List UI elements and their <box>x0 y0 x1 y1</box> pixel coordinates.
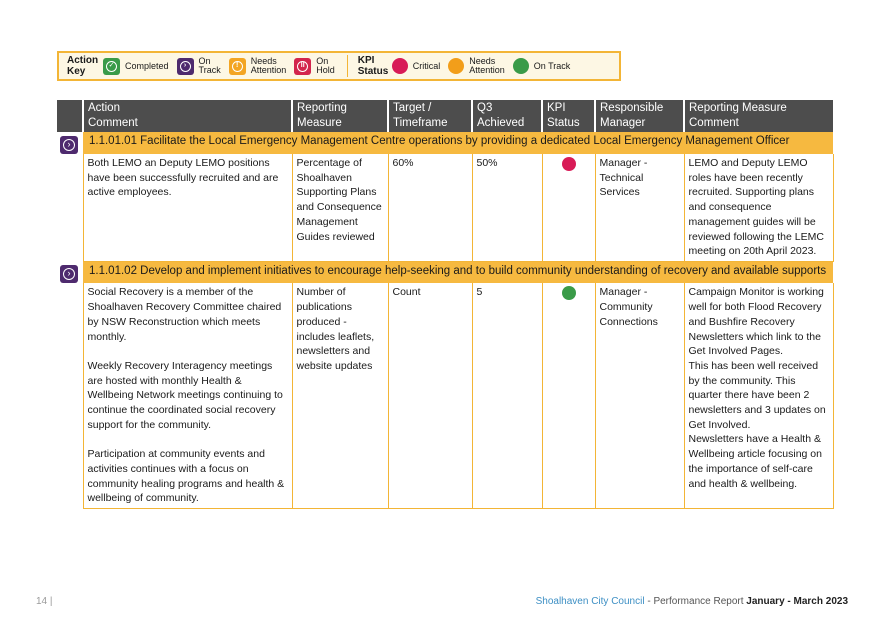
legend-needs-attention-label: Needs Attention <box>250 56 287 75</box>
needs-attention-dot-icon <box>448 58 464 74</box>
legend-completed-label: Completed <box>125 60 169 71</box>
page-number-value: 14 <box>36 596 48 607</box>
performance-table <box>57 100 834 509</box>
action-row <box>57 132 833 154</box>
page-number <box>36 596 53 607</box>
reporting-measure: Percentage of Shoalhaven Supporting Plans and Consequence Management Guides reviewed <box>292 154 388 261</box>
exclamation-icon: ! <box>229 58 246 75</box>
kpi-status-title: KPI Status <box>357 55 389 77</box>
responsible-manager: Manager - Technical Services <box>595 154 684 261</box>
header-gutter <box>57 100 83 132</box>
action-comment: Social Recovery is a member of the Shoalhaven Recovery Committee chaired by NSW Reconstruction which meets monthly. Weekly Recovery Interagency meetings are hosted with monthly Health & Wellbeing Network meetings continuing to continue the coordinated social recovery support for the community. Participation at community events and activities continues with a focus on community healing programs and health & wellbeing of community. <box>83 283 292 508</box>
page-number-separator: | <box>49 596 53 607</box>
action-key-title: Action Key <box>67 55 99 77</box>
legend-critical-label: Critical <box>412 60 441 71</box>
header-kpi-status: KPI Status <box>542 100 595 132</box>
measure-comment: LEMO and Deputy LEMO roles have been recently recruited. Supporting plans and consequence management guides will be reviewed following the LEMC meeting on 20th April 2023. <box>684 154 833 261</box>
header-achieved: Q3 Achieved <box>472 100 542 132</box>
table-row <box>57 283 833 508</box>
action-row <box>57 261 833 283</box>
check-icon: ✓ <box>103 58 120 75</box>
footer-organisation: Shoalhaven City Council <box>535 596 645 607</box>
footer-period: January - March 2023 <box>746 596 848 607</box>
legend-kpi-needs-attention-label: Needs Attention <box>469 56 505 75</box>
critical-dot-icon <box>392 58 408 74</box>
row-gutter <box>57 154 83 261</box>
legend-kpi-on-track-label: On Track <box>533 60 571 71</box>
header-target: Target / Timeframe <box>388 100 472 132</box>
status-legend <box>57 51 621 81</box>
table-header-row <box>57 100 833 132</box>
achieved-value: 50% <box>472 154 542 261</box>
critical-dot-icon <box>562 157 576 171</box>
measure-comment: Campaign Monitor is working well for both Flood Recovery and Bushfire Recovery Newsletters which link to the Get Involved Pages. This has been well received by the community. This quarter there have been 2 newsletters and 3 updates on Get Involved. Newsletters have a Health & Wellbeing article focusing on the importance of self-care and health & wellbeing. <box>684 283 833 508</box>
legend-kpi-needs-attention <box>448 57 505 75</box>
chevron-right-icon: › <box>177 58 194 75</box>
header-manager: Responsible Manager <box>595 100 684 132</box>
on-track-dot-icon <box>562 286 576 300</box>
kpi-status-cell <box>542 283 595 508</box>
target-value: 60% <box>388 154 472 261</box>
action-title: 1.1.01.02 Develop and implement initiatives to encourage help-seeking and to build community understanding of recovery and available supports <box>83 261 833 283</box>
legend-kpi-on-track <box>513 58 571 74</box>
action-title: 1.1.01.01 Facilitate the Local Emergency Management Centre operations by providing a dedicated Local Emergency Management Officer <box>83 132 833 154</box>
reporting-measure: Number of publications produced - includes leaflets, newsletters and website updates <box>292 283 388 508</box>
footer-report-title <box>536 596 848 607</box>
action-comment: Both LEMO an Deputy LEMO positions have been successfully recruited and are active employees. <box>83 154 292 261</box>
header-action-comment: Action Comment <box>83 100 292 132</box>
responsible-manager: Manager - Community Connections <box>595 283 684 508</box>
on-track-dot-icon <box>513 58 529 74</box>
kpi-status-cell <box>542 154 595 261</box>
target-value: Count <box>388 283 472 508</box>
action-status-cell <box>57 132 83 154</box>
header-measure-comment: Reporting Measure Comment <box>684 100 833 132</box>
achieved-value: 5 <box>472 283 542 508</box>
action-status-cell <box>57 261 83 283</box>
row-gutter <box>57 283 83 508</box>
legend-on-hold <box>294 57 335 75</box>
legend-completed <box>103 58 169 75</box>
legend-critical <box>392 58 441 74</box>
chevron-right-icon: › <box>60 136 78 154</box>
pause-icon: ll <box>294 58 311 75</box>
footer-report: - Performance Report <box>644 596 747 607</box>
header-reporting-measure: Reporting Measure <box>292 100 388 132</box>
chevron-right-icon: › <box>60 265 78 283</box>
legend-on-track <box>177 57 221 75</box>
table-row <box>57 154 833 261</box>
legend-needs-attention <box>229 57 287 75</box>
legend-divider <box>347 55 348 77</box>
legend-on-track-label: On Track <box>198 56 221 75</box>
legend-on-hold-label: On Hold <box>316 56 335 75</box>
